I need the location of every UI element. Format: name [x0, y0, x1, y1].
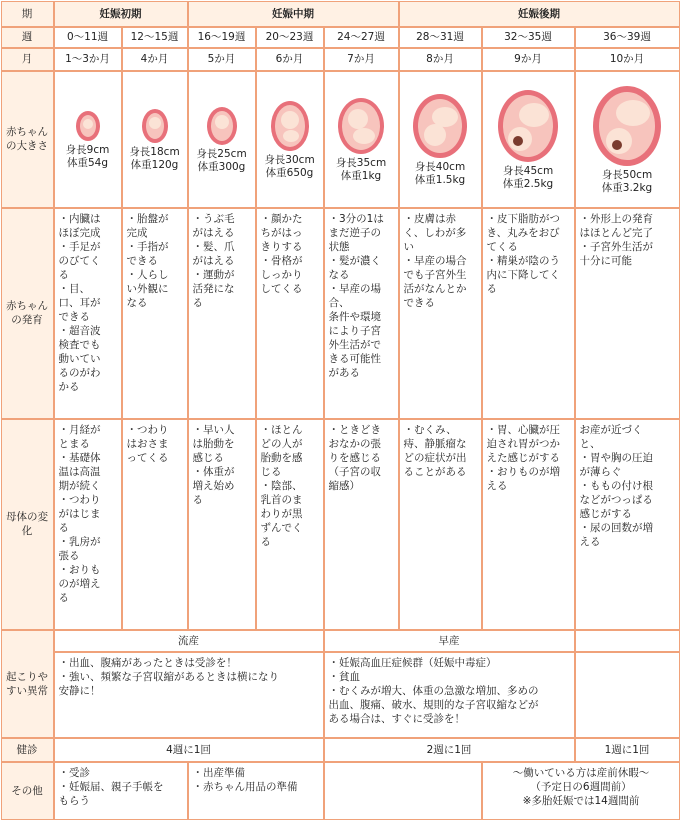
growth-cell — [54, 208, 122, 419]
text-line: える — [579, 535, 601, 548]
text-line: 完成 — [126, 226, 148, 239]
text-line: かる — [58, 380, 80, 393]
text-line: お産が近づく — [579, 423, 643, 436]
text-line: わりが黒 — [260, 507, 303, 520]
size-cell — [482, 71, 575, 208]
text-line: により子宮 — [328, 324, 381, 337]
text-line: ・目、 — [58, 282, 90, 295]
text-line: とまる — [58, 437, 90, 450]
text-line: ・早産の場合 — [403, 254, 467, 267]
fetus-illustration — [589, 83, 665, 169]
text-line: がある — [328, 366, 360, 379]
text-line: ・貧血 — [328, 670, 360, 683]
text-line: ・乳房が — [58, 535, 101, 548]
size-length: 身長9cm — [65, 144, 110, 156]
week-cell: 12〜15週 — [122, 27, 188, 48]
mother-cell — [54, 419, 122, 630]
text-line: 内に下降してく — [486, 268, 560, 281]
size-cell — [122, 71, 188, 208]
text-line: ・顔かた — [260, 212, 303, 225]
text-line: どの人が — [260, 437, 303, 450]
text-line: なる — [328, 268, 350, 281]
text-line: る — [58, 591, 69, 604]
checkup-mid: 2週に1回 — [324, 738, 575, 762]
text-line: でも子宮外生 — [403, 268, 467, 281]
size-weight: 体重3.2kg — [601, 182, 653, 194]
month-cell: 7か月 — [324, 48, 399, 71]
text-line: どの症状が出 — [403, 451, 467, 464]
risk-late-body — [324, 652, 575, 738]
month-cell: 4か月 — [122, 48, 188, 71]
fetus-illustration — [409, 91, 471, 161]
growth-cell — [122, 208, 188, 419]
text-line: のが増え — [58, 577, 101, 590]
header-baby-size: 赤ちゃんの大きさ — [1, 71, 54, 208]
fetus-illustration — [203, 104, 241, 148]
size-length: 身長35cm — [335, 157, 387, 169]
text-line: ・早い人 — [192, 423, 235, 436]
text-line: ・うぶ毛 — [192, 212, 235, 225]
size-length: 身長18cm — [129, 146, 180, 158]
text-line: おなかの張 — [328, 437, 381, 450]
text-line: ・子宮外生活が — [579, 240, 653, 253]
text-line: ・むくみ、 — [403, 423, 457, 436]
header-baby-growth: 赤ちゃんの発育 — [1, 208, 54, 419]
text-line: る — [486, 282, 497, 295]
text-line: ・早産の場 — [328, 282, 381, 295]
text-line: 期が続く — [58, 479, 101, 492]
risk-empty-cell — [575, 652, 680, 738]
text-line: ・3分の1は — [328, 212, 384, 225]
text-line: ※多胎妊娠では14週間前 — [522, 794, 640, 807]
week-cell: 36〜39週 — [575, 27, 680, 48]
text-line: ちがはっ — [260, 226, 303, 239]
size-weight: 体重2.5kg — [502, 178, 554, 190]
text-line: ・手足が — [58, 240, 101, 253]
text-line: ・胃や胸の圧迫 — [579, 451, 653, 464]
header-period: 期 — [1, 1, 54, 27]
size-weight: 体重1.5kg — [414, 174, 466, 186]
text-line: 十分に可能 — [579, 254, 632, 267]
size-cell — [256, 71, 324, 208]
text-line: 動いてい — [58, 352, 101, 365]
header-week: 週 — [1, 27, 54, 48]
text-line: ・おりも — [58, 563, 101, 576]
size-cell — [54, 71, 122, 208]
text-line: える — [486, 479, 508, 492]
size-cell — [399, 71, 482, 208]
text-line: できる — [126, 254, 158, 267]
week-cell: 16〜19週 — [188, 27, 256, 48]
text-line: えた感じがする — [486, 451, 560, 464]
text-line: などがつっぱる — [579, 493, 653, 506]
text-line: と、 — [579, 437, 601, 450]
mother-cell — [482, 419, 575, 630]
week-cell: 0〜11週 — [54, 27, 122, 48]
text-line: ・胃、心臓が圧 — [486, 423, 560, 436]
text-line: ある場合は、すぐに受診を！ — [328, 712, 465, 725]
size-cell — [188, 71, 256, 208]
text-line: ・受診 — [58, 766, 90, 779]
text-line: ・髪が濃く — [328, 254, 381, 267]
text-line: 縮感） — [328, 479, 360, 492]
mother-cell — [575, 419, 680, 630]
checkup-late: 1週に1回 — [575, 738, 680, 762]
text-line: ・妊娠届、親子手帳を — [58, 780, 164, 793]
text-line: る — [192, 493, 203, 506]
growth-cell — [256, 208, 324, 419]
fetus-illustration — [494, 87, 562, 165]
month-cell: 10か月 — [575, 48, 680, 71]
text-line: （子宮の収 — [328, 465, 381, 478]
text-line: りを感じる — [328, 451, 381, 464]
text-line: ・つわり — [126, 423, 169, 436]
text-line: ・ももの付け根 — [579, 479, 653, 492]
size-length: 身長25cm — [196, 148, 247, 160]
text-line: ・基礎体 — [58, 451, 101, 464]
text-line: ・内臓は — [58, 212, 101, 225]
text-line: ってくる — [126, 451, 169, 464]
text-line: 痔、静脈瘤な — [403, 437, 467, 450]
text-line: ・皮膚は赤 — [403, 212, 456, 225]
mother-cell — [256, 419, 324, 630]
text-line: る — [58, 521, 69, 534]
other-mid — [188, 762, 324, 820]
text-line: 検査でも — [58, 338, 101, 351]
size-length: 身長50cm — [601, 169, 653, 181]
text-line: きる可能性 — [328, 352, 381, 365]
text-line: る — [260, 535, 271, 548]
text-line: ・運動が — [192, 268, 235, 281]
risk-early-title: 流産 — [54, 630, 324, 652]
text-line: い — [403, 240, 414, 253]
text-line: ・出血、腹痛があったときは受診を！ — [58, 656, 237, 669]
text-line: 状態 — [328, 240, 350, 253]
text-line: 温は高温 — [58, 465, 101, 478]
mother-cell — [122, 419, 188, 630]
fetus-illustration — [138, 106, 172, 146]
text-line: はほとんど完了 — [579, 226, 653, 239]
header-risks: 起こりやすい異常 — [1, 630, 54, 738]
growth-cell — [188, 208, 256, 419]
size-length: 身長40cm — [414, 161, 466, 173]
period-mid: 妊娠中期 — [188, 1, 399, 27]
text-line: 張る — [58, 549, 80, 562]
checkup-early: 4週に1回 — [54, 738, 324, 762]
text-line: き、丸みをおび — [486, 226, 560, 239]
text-line: のびてく — [58, 254, 101, 267]
text-line: 〜働いている方は産前休暇〜 — [512, 766, 650, 779]
text-line: 増え始め — [192, 479, 235, 492]
text-line: ・陰部、 — [260, 479, 303, 492]
text-line: る — [192, 296, 203, 309]
text-line: ・体重が — [192, 465, 235, 478]
size-weight: 体重1kg — [340, 170, 382, 182]
fetus-illustration — [267, 98, 313, 154]
text-line: 胎動を感 — [260, 451, 303, 464]
text-line: ・胎盤が — [126, 212, 169, 225]
header-month: 月 — [1, 48, 54, 71]
text-line: できる — [58, 310, 90, 323]
mother-cell — [399, 419, 482, 630]
period-early: 妊娠初期 — [54, 1, 188, 27]
week-cell: 32〜35週 — [482, 27, 575, 48]
other-early — [54, 762, 188, 820]
text-line: がはえる — [192, 226, 235, 239]
header-other: その他 — [1, 762, 54, 820]
text-line: なる — [126, 296, 148, 309]
text-line: る — [58, 268, 69, 281]
month-cell: 9か月 — [482, 48, 575, 71]
week-cell: 20〜23週 — [256, 27, 324, 48]
text-line: 安静に！ — [58, 684, 101, 697]
text-line: るのがわ — [58, 366, 101, 379]
text-line: きりする — [260, 240, 303, 253]
text-line: ・強い、頻繁な子宮収縮があるときは横になり — [58, 670, 279, 683]
text-line: 活がなんとか — [403, 282, 467, 295]
text-line: ・ほとん — [260, 423, 303, 436]
text-line: まだ逆子の — [328, 226, 381, 239]
text-line: できる — [403, 296, 435, 309]
text-line: 出血、腹痛、破水、規則的な子宮収縮などが — [328, 698, 539, 711]
size-weight: 体重120g — [130, 159, 179, 171]
text-line: ・骨格が — [260, 254, 303, 267]
mother-cell — [324, 419, 399, 630]
text-line: 活発にな — [192, 282, 235, 295]
text-line: ・人らし — [126, 268, 169, 281]
growth-cell — [324, 208, 399, 419]
fetus-illustration — [73, 108, 103, 144]
risk-early-body — [54, 652, 324, 738]
text-line: い外観に — [126, 282, 169, 295]
text-line: ・つわり — [58, 493, 101, 506]
other-empty-cell — [324, 762, 482, 820]
text-line: ・出産準備 — [192, 766, 245, 779]
text-line: が薄らぐ — [579, 465, 622, 478]
week-cell: 28〜31週 — [399, 27, 482, 48]
text-line: ・むくみが増大、体重の急激な増加、多めの — [328, 684, 539, 697]
text-line: がはえる — [192, 254, 235, 267]
size-cell — [324, 71, 399, 208]
text-line: ・超音波 — [58, 324, 101, 337]
text-line: 感じがする — [579, 507, 632, 520]
text-line: ることがある — [403, 465, 467, 478]
header-mother: 母体の変化 — [1, 419, 54, 630]
text-line: （予定日の6週間前） — [530, 780, 632, 793]
text-line: してくる — [260, 282, 303, 295]
other-late — [482, 762, 680, 820]
text-line: ・外形上の発育 — [579, 212, 653, 225]
month-cell: 1〜3か月 — [54, 48, 122, 71]
month-cell: 5か月 — [188, 48, 256, 71]
period-late: 妊娠後期 — [399, 1, 680, 27]
text-line: ほぼ完成 — [58, 226, 101, 239]
text-line: ・皮下脂肪がつ — [486, 212, 560, 225]
text-line: ・精巣が陰のう — [486, 254, 560, 267]
text-line: ・ときどき — [328, 423, 381, 436]
mother-cell — [188, 419, 256, 630]
header-checkup: 健診 — [1, 738, 54, 762]
month-cell: 8か月 — [399, 48, 482, 71]
text-line: 迫され胃がつか — [486, 437, 560, 450]
text-line: く、しわが多 — [403, 226, 467, 239]
size-cell — [575, 71, 680, 208]
risk-empty-cell — [575, 630, 680, 652]
size-weight: 体重54g — [66, 157, 109, 169]
text-line: 外生活がで — [328, 338, 381, 351]
text-line: ・赤ちゃん用品の準備 — [192, 780, 298, 793]
text-line: がはじま — [58, 507, 101, 520]
text-line: 合、 — [328, 296, 350, 309]
text-line: は胎動を — [192, 437, 235, 450]
size-length: 身長45cm — [502, 165, 554, 177]
week-cell: 24〜27週 — [324, 27, 399, 48]
size-length: 身長30cm — [264, 154, 315, 166]
fetus-illustration — [334, 95, 388, 157]
text-line: しっかり — [260, 268, 303, 281]
growth-cell — [399, 208, 482, 419]
text-line: 条件や環境 — [328, 310, 381, 323]
risk-late-title: 早産 — [324, 630, 575, 652]
text-line: 感じる — [192, 451, 224, 464]
size-weight: 体重300g — [197, 161, 246, 173]
month-cell: 6か月 — [256, 48, 324, 71]
text-line: ・妊娠高血圧症候群（妊娠中毒症） — [328, 656, 497, 669]
growth-cell — [482, 208, 575, 419]
text-line: ・おりものが増 — [486, 465, 560, 478]
text-line: 乳首のま — [260, 493, 303, 506]
growth-cell — [575, 208, 680, 419]
text-line: ・髪、爪 — [192, 240, 235, 253]
text-line: てくる — [486, 240, 518, 253]
text-line: ずんでく — [260, 521, 303, 534]
text-line: 口、耳が — [58, 296, 101, 309]
size-weight: 体重650g — [265, 167, 314, 179]
text-line: ・尿の回数が増 — [579, 521, 653, 534]
text-line: じる — [260, 465, 282, 478]
text-line: ・月経が — [58, 423, 101, 436]
text-line: もらう — [58, 794, 90, 807]
text-line: はおさま — [126, 437, 169, 450]
text-line: ・手指が — [126, 240, 169, 253]
